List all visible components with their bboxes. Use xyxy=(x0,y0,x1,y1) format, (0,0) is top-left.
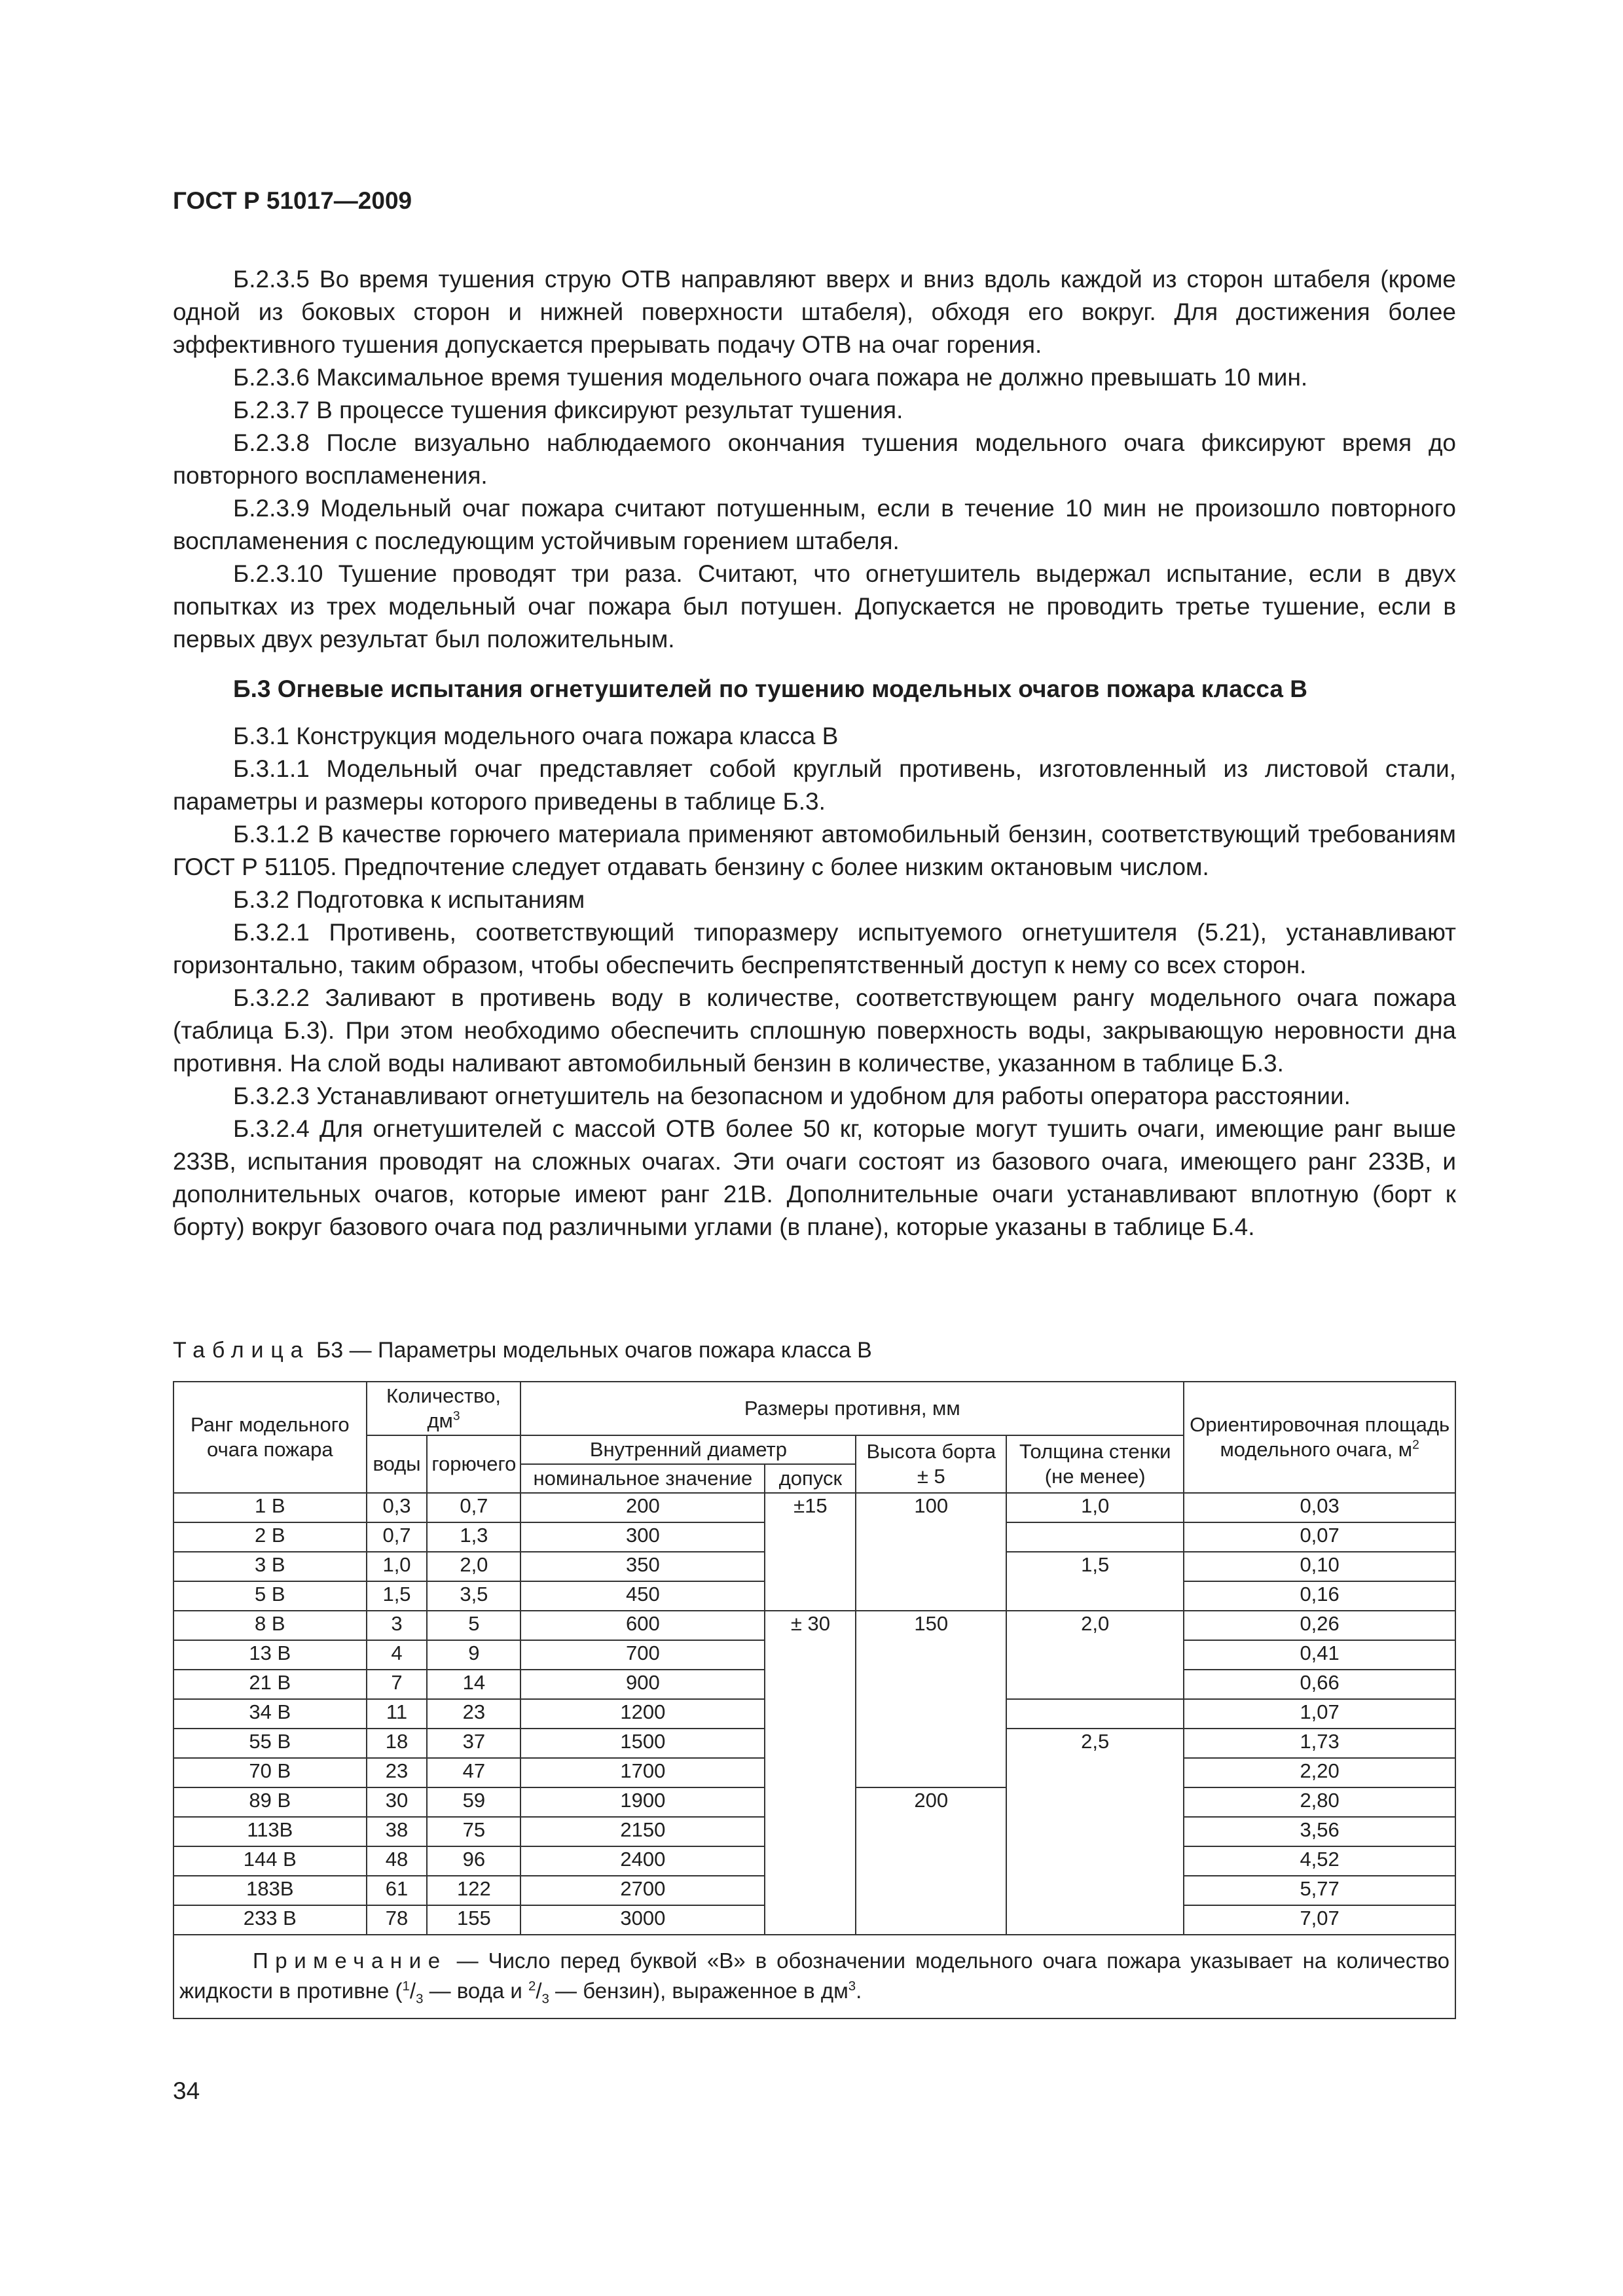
cell-area: 5,77 xyxy=(1184,1876,1455,1905)
header-rim-height: Высота борта ± 5 xyxy=(856,1435,1006,1493)
cell-rank: 183В xyxy=(173,1876,367,1905)
cell-diameter: 2700 xyxy=(520,1876,765,1905)
cell-diameter: 900 xyxy=(520,1670,765,1699)
cell-area: 0,26 xyxy=(1184,1611,1455,1640)
cell-rank: 89 В xyxy=(173,1787,367,1817)
document-header: ГОСТ Р 51017—2009 xyxy=(173,187,412,214)
cell-fuel: 37 xyxy=(427,1729,520,1758)
cell-diameter: 1200 xyxy=(520,1699,765,1729)
cell-rank: 2 В xyxy=(173,1522,367,1552)
cell-water: 48 xyxy=(367,1846,428,1876)
cell-fuel: 1,3 xyxy=(427,1522,520,1552)
header-wall-thickness: Толщина стенки (не менее) xyxy=(1006,1435,1184,1493)
cell-diameter: 1500 xyxy=(520,1729,765,1758)
cell-rank: 1 В xyxy=(173,1493,367,1522)
cell-fuel: 3,5 xyxy=(427,1581,520,1611)
section-heading-b-3: Б.3 Огневые испытания огнетушителей по тушению модельных очагов пожара класса В xyxy=(233,675,1308,702)
cell-fuel: 59 xyxy=(427,1787,520,1817)
header-water: воды xyxy=(367,1435,428,1493)
cell-rank: 21 В xyxy=(173,1670,367,1699)
cell-fuel: 96 xyxy=(427,1846,520,1876)
table-row xyxy=(173,1493,1455,1522)
cell-fuel: 0,7 xyxy=(427,1493,520,1522)
cell-fuel: 47 xyxy=(427,1758,520,1787)
cell-water: 23 xyxy=(367,1758,428,1787)
cell-fuel: 23 xyxy=(427,1699,520,1729)
paragraph-b-3-2-4: Б.3.2.4 Для огнетушителей с массой ОТВ более 50 кг, которые могут тушить очаги, имеющие ранг выше 233В, испытания проводят на сложных очагах. Эти очаги состоят из базового очага, имеющего ранг 233В, и дополнительных очагов, которые имеют ранг 21В. Дополнительные очаги устанавливают вплотную (борт к борту) вокруг базового очага под различными углами (в плане), которые указаны в таблице Б.4. xyxy=(173,1115,1456,1240)
cell-water: 11 xyxy=(367,1699,428,1729)
cell-area: 4,52 xyxy=(1184,1846,1455,1876)
cell-wall-thickness: 2,0 xyxy=(1006,1611,1184,1699)
cell-diameter: 2400 xyxy=(520,1846,765,1876)
table-caption-label: Таблица xyxy=(173,1338,310,1363)
paragraph-b-2-3-8: Б.2.3.8 После визуально наблюдаемого окончания тушения модельного очага фиксируют время до повторного воспламенения. xyxy=(173,429,1456,489)
cell-rank: 70 В xyxy=(173,1758,367,1787)
cell-water: 4 xyxy=(367,1640,428,1670)
paragraph-b-3-1-2: Б.3.1.2 В качестве горючего материала применяют автомобильный бензин, соответствующий требованиям ГОСТ Р 51105. Предпочтение следует отдавать бензину с более низким октановым числом. xyxy=(173,821,1456,880)
cell-rim-height: 150 xyxy=(856,1611,1006,1787)
cell-water: 1,5 xyxy=(367,1581,428,1611)
cell-area: 0,03 xyxy=(1184,1493,1455,1522)
cell-area: 3,56 xyxy=(1184,1817,1455,1846)
paragraph-b-3-2-2: Б.3.2.2 Заливают в противень воду в количестве, соответствующем рангу модельного очага пожара (таблица Б.3). При этом необходимо обеспечить сплошную поверхность воды, закрывающую неровности дна противня. На слой воды наливают автомобильный бензин в количестве, указанном в таблице Б.3. xyxy=(173,984,1456,1077)
paragraph-b-3-1: Б.3.1 Конструкция модельного очага пожара класса В xyxy=(233,723,839,749)
cell-rank: 233 В xyxy=(173,1905,367,1935)
header-area: Ориентировочная площадь модельного очага, $м^2$ xyxy=(1184,1382,1455,1493)
table-caption-text: Б3 — Параметры модельных очагов пожара класса В xyxy=(316,1338,872,1363)
cell-wall-thickness xyxy=(1006,1522,1184,1552)
cell-area: 0,16 xyxy=(1184,1581,1455,1611)
table-note-text: Примечание — Число перед буквой «В» в обозначении модельного очага пожара указывает на количество жидкости в противне ($^1/_3$ — вода и $^2/_3$ — бензин), выраженное в $дм^3$. xyxy=(179,1948,1450,2007)
cell-diameter: 350 xyxy=(520,1552,765,1581)
cell-water: 78 xyxy=(367,1905,428,1935)
header-rank: Ранг модельного очага пожара xyxy=(173,1382,367,1493)
cell-rank: 55 В xyxy=(173,1729,367,1758)
cell-area: 1,73 xyxy=(1184,1729,1455,1758)
cell-area: 1,07 xyxy=(1184,1699,1455,1729)
cell-wall-thickness: 1,5 xyxy=(1006,1552,1184,1611)
header-fuel: горючего xyxy=(427,1435,520,1493)
cell-area: 0,07 xyxy=(1184,1522,1455,1552)
table-row xyxy=(173,1611,1455,1640)
paragraph-b-3-2: Б.3.2 Подготовка к испытаниям xyxy=(233,886,585,913)
cell-rim-height: 200 xyxy=(856,1787,1006,1935)
cell-water: 1,0 xyxy=(367,1552,428,1581)
paragraph-b-2-3-5: Б.2.3.5 Во время тушения струю ОТВ направляют вверх и вниз вдоль каждой из сторон штабеля (кроме одной из боковых сторон и нижней поверхности штабеля), обходя его вокруг. Для достижения более эффективного тушения допускается прерывать подачу ОТВ на очаг горения. xyxy=(173,266,1456,358)
cell-fuel: 155 xyxy=(427,1905,520,1935)
cell-diameter: 450 xyxy=(520,1581,765,1611)
cell-area: 2,20 xyxy=(1184,1758,1455,1787)
cell-diameter: 1900 xyxy=(520,1787,765,1817)
cell-diameter: 2150 xyxy=(520,1817,765,1846)
cell-water: 0,7 xyxy=(367,1522,428,1552)
paragraph-b-2-3-9: Б.2.3.9 Модельный очаг пожара считают потушенным, если в течение 10 мин не произошло повторного воспламенения с последующим устойчивым горением штабеля. xyxy=(173,495,1456,554)
paragraph-b-3-2-3: Б.3.2.3 Устанавливают огнетушитель на безопасном и удобном для работы оператора расстоянии. xyxy=(233,1083,1351,1109)
paragraph-b-2-3-7: Б.2.3.7 В процессе тушения фиксируют результат тушения. xyxy=(233,397,903,423)
paragraph-b-2-3-10: Б.2.3.10 Тушение проводят три раза. Считают, что огнетушитель выдержал испытание, если в двух попытках из трех модельный очаг пожара был потушен. Допускается не проводить третье тушение, если в первых двух результат был положительным. xyxy=(173,560,1456,653)
header-inner-diameter: Внутренний диаметр xyxy=(520,1435,856,1464)
cell-fuel: 14 xyxy=(427,1670,520,1699)
cell-wall-thickness: 2,5 xyxy=(1006,1729,1184,1935)
header-tolerance: допуск xyxy=(765,1464,856,1493)
table-caption xyxy=(173,1338,872,1363)
body-text xyxy=(173,263,1456,1244)
cell-rank: 34 В xyxy=(173,1699,367,1729)
cell-rank: 113В xyxy=(173,1817,367,1846)
cell-water: 7 xyxy=(367,1670,428,1699)
cell-fuel: 2,0 xyxy=(427,1552,520,1581)
cell-area: 0,66 xyxy=(1184,1670,1455,1699)
cell-tolerance: ±15 xyxy=(765,1493,856,1611)
cell-diameter: 1700 xyxy=(520,1758,765,1787)
cell-fuel: 75 xyxy=(427,1817,520,1846)
page-number: 34 xyxy=(173,2077,200,2104)
cell-fuel: 9 xyxy=(427,1640,520,1670)
cell-water: 61 xyxy=(367,1876,428,1905)
cell-rank: 144 В xyxy=(173,1846,367,1876)
cell-water: 18 xyxy=(367,1729,428,1758)
cell-rank: 5 В xyxy=(173,1581,367,1611)
paragraph-b-3-1-1: Б.3.1.1 Модельный очаг представляет собой круглый противень, изготовленный из листовой стали, параметры и размеры которого приведены в таблице Б.3. xyxy=(173,755,1456,815)
cell-rank: 8 В xyxy=(173,1611,367,1640)
cell-area: 2,80 xyxy=(1184,1787,1455,1817)
cell-wall-thickness: 1,0 xyxy=(1006,1493,1184,1522)
cell-diameter: 200 xyxy=(520,1493,765,1522)
cell-fuel: 5 xyxy=(427,1611,520,1640)
header-quantity: Количество, $дм^3$ xyxy=(367,1382,521,1435)
cell-area: 0,10 xyxy=(1184,1552,1455,1581)
cell-water: 3 xyxy=(367,1611,428,1640)
fire-model-parameters-table xyxy=(173,1381,1456,2019)
cell-diameter: 700 xyxy=(520,1640,765,1670)
table-note xyxy=(173,1935,1455,2018)
cell-tolerance: ± 30 xyxy=(765,1611,856,1935)
paragraph-b-2-3-6: Б.2.3.6 Максимальное время тушения модельного очага пожара не должно превышать 10 мин. xyxy=(233,364,1308,391)
cell-rim-height: 100 xyxy=(856,1493,1006,1611)
cell-water: 38 xyxy=(367,1817,428,1846)
header-nominal: номинальное значение xyxy=(520,1464,765,1493)
paragraph-b-3-2-1: Б.3.2.1 Противень, соответствующий типоразмеру испытуемого огнетушителя (5.21), устанавливают горизонтально, таким образом, чтобы обеспечить беспрепятственный доступ к нему со всех сторон. xyxy=(173,919,1456,978)
header-tray-dimensions: Размеры противня, мм xyxy=(520,1382,1184,1435)
cell-area: 7,07 xyxy=(1184,1905,1455,1935)
cell-wall-thickness xyxy=(1006,1699,1184,1729)
cell-water: 30 xyxy=(367,1787,428,1817)
cell-diameter: 300 xyxy=(520,1522,765,1552)
cell-rank: 3 В xyxy=(173,1552,367,1581)
cell-rank: 13 В xyxy=(173,1640,367,1670)
cell-water: 0,3 xyxy=(367,1493,428,1522)
table-body xyxy=(173,1493,1455,1935)
cell-diameter: 3000 xyxy=(520,1905,765,1935)
cell-diameter: 600 xyxy=(520,1611,765,1640)
cell-fuel: 122 xyxy=(427,1876,520,1905)
cell-area: 0,41 xyxy=(1184,1640,1455,1670)
